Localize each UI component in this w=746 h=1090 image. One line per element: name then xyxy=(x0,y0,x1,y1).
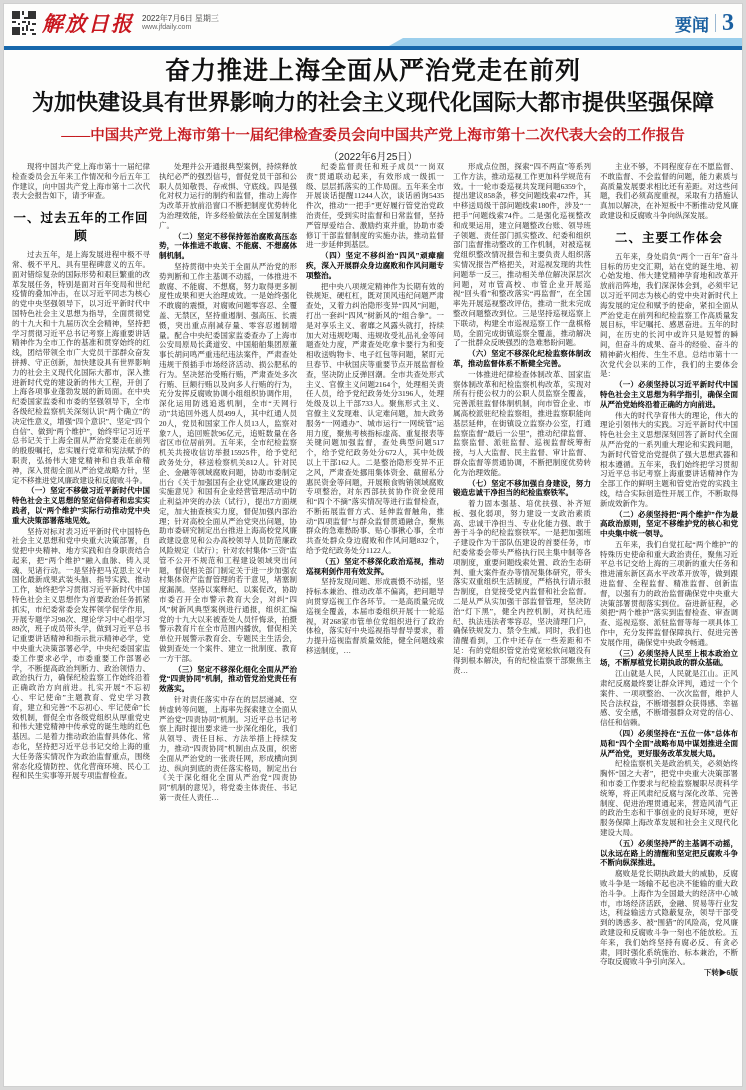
headline-subtitle: ——中国共产党上海市第十一届纪律检查委员会向中国共产党上海市第十二次代表大会的工作报告 xyxy=(61,127,685,144)
text-column-5 xyxy=(600,162,738,1056)
text-column-2 xyxy=(159,162,297,1056)
body-paragraph: 着力固本强基、培优扶强、补齐短板、强化弱项，努力建设一支政治素质高、忠诚干净担当、专业化能力强、敢于善于斗争的纪检监察铁军。一是把加强班子建设作为干部队伍建设的首要任务，市纪委常委会带头严格执行民主集中制等各项制度，重要问题线索处置、政治生态研判、重大案件查办等情况集体研究，带头落实双重组织生活制度，严格执行请示报告制度，自觉接受党内监督和社会监督。二是从严从实加强干部监督管理，坚决防治“灯下黑”，健全内控机制，对执纪违纪、执法违法者零容忍，坚决清理门户，确保铁规发力、禁令生威。同时，我们也清醒看到，工作中还存在一些差距和不足：有的党组织管党治党宽松软问题没有得到根本解决，有的纪检监察干部聚焦主责… xyxy=(453,499,591,675)
section-heading: 一、过去五年的工作回顾 xyxy=(13,211,149,244)
qr-code-icon xyxy=(12,11,36,35)
body-paragraph: 坚持贯彻中央关于全面从严治党的形势判断和工作主基调不动摇，一体推进不敢腐、不能腐、不想腐，努力取得更多制度性成果和更大治理成效。一是始终强化不敢腐的震慑，对腐败问题零容忍、全覆盖、无禁区，坚持重遏制、强高压、长震慑，突出重点削减存量、零容忍遏制增量。配合中央纪委国家监委查办了上海市公安局原局长龚道安、中国船舶集团原董事长胡问鸣严重违纪违法案件，严肃查处违规干预插手市场经济活动、损公肥私的行为。坚决惩治受贿行贿，严肃查处多次行贿、巨额行贿以及向多人行贿的行为，充分发挥反腐败协调小组组织协调作用，深化运用防逃追逃机制，全市“天网行动”共追回外逃人员499人，其中红通人员20人，党员和国家工作人员13人，监察对象7人，追回赃款96亿元，追赃数量在各省区市位居前列。五年来，全市纪检监察机关共接收信访举报15925件，给予党纪政务处分，移送检察机关812人。针对民企、金融等领域腐败问题，协助市委制定出台《关于加强国有企业党风廉政建设的实施意见》和国有企业经营管理活动中防止利益冲突的办法（试行），提出7方面规定，加大抽查核实力度，督促加强内部治理；针对高校全面从严治党突出问题，协助市委研究制定出台推进上海高校党风廉政建设意见和公办高校领导人员防范廉政风险规定（试行）；针对农村集体“三资”监管不公开不规范和工程建设领域突出问题，督促相关部门制定关于进一步加强农村集体资产监督管理的若干意见，堵塞制度漏洞。坚持以案释纪、以案促改，协助市委召开全市警示教育大会，对纠“四风”树新风典型案例进行通报，组织汇编党的十九大以来被查处人员忏悔录，拍摄警示教育片在全市范围内播放，督促相关单位开展警示教育会、专题民主生活会，做到查处一个案件、建立一批制度、教育一方干部。 xyxy=(159,261,297,663)
body-paragraph: 一体推进纪律检查体制改革、国家监察体制改革和纪检监察机构改革，实现对所有行使公权力的公职人员监察全覆盖，完善派驻监督体制机制，向市管企业、市属高校派驻纪检监察组，推进监察职能向基层延伸，在街镇设立监察办公室，打通监察监督“最后一公里”，推动纪律监督、监察监督、派驻监督、巡视监督统筹衔接，与人大监督、民主监督、审计监督、群众监督等贯通协调，不断把制度优势转化为治理效能。 xyxy=(453,369,591,477)
newspaper-page xyxy=(4,4,742,1086)
body-paragraph: 针对责任落实中存在的层层递减、空转虚转等问题，上海率先探索建立全面从严治党“四责协同”机制。习近平总书记考察上海时提出要求进一步深化细化，我们从领导、责任目标、方法举措上持续发力，推动“四责协同”机制由点及面，织密全面从严治党的一张责任网，形成横向到边、纵向到底的责任落实格局，制定出台《关于深化细化全面从严治党“四责协同”机制的意见》，将党委主体责任、书记第一责任人责任… xyxy=(159,695,297,802)
section-divider xyxy=(715,14,716,32)
text-column-3 xyxy=(306,162,444,1056)
text-column-1 xyxy=(12,162,150,1056)
body-paragraph: 坚持发现问题、形成震慑不动摇，坚持标本兼治、推动改革不偏离，把问题导向贯穿巡视工作各环节。一是高质量完成巡视全覆盖，本届市委组织开展十一轮巡视，对268家市管单位党组织进行了政治体检，落实好中央巡视指导督导要求，着力提升巡视监督质量效能，健全问题线索移送制度，… xyxy=(306,577,444,656)
body-paragraph: 把中央八项规定精神作为长期有效的铁规矩、硬杠杠，既对顶风违纪问题严肃查处，又着力纠治隐形变异“四风”问题，打出一套纠“四风”树新风的“组合拳”。一是对享乐主义、奢靡之风露头就打，持续加大对违规吃喝、违规收受礼品礼金等问题查处力度，严肃查处吃拿卡要行为和变相收送购物卡、电子红包等问题，紧盯元旦春节、中秋国庆等重要节点开展监督检查，坚决防止反弹回潮。全市共查处形式主义、官僚主义问题2164个，处理相关责任人员，给予党纪政务处分3196人，处理处级及以上干部733人。聚焦形式主义、官僚主义发现难、认定难问题，加大政务服务“一网通办”、城市运行“一网统管”运用力度，聚焦考核指标虚高、重复报表等关键问题加强监督，查处典型问题517个，给予党纪政务处分672人，其中处级以上干部162人。二是整治隐形变异不正之风，严肃查处挪用集体资金、截留私分惠民资金等问题，开展粮食购销领域腐败专项整治，对东西部扶贫协作资金使用和“四个不摘”落实情况等进行监督检查，不断拓展监督方式、延伸监督触角，推动“四项监督”与群众监督贯通融合，聚焦群众的急难愁盼事、贴心事揪心事，全市共查处群众身边腐败和作风问题832个，给予党纪政务处分1122人。 xyxy=(306,281,444,556)
report-dateline: （2022年6月25日） xyxy=(328,151,418,163)
subsection-heading: （一）必须坚持以习近平新时代中国特色社会主义思想为科学指引，确保全面从严治党始终沿着正确的方向前进。 xyxy=(600,380,738,409)
subsection-heading: （三）坚定不移深化细化全面从严治党“四责协同”机制，推动管党治党责任有效落实。 xyxy=(159,664,297,694)
body-paragraph: 腐败是党长期执政最大的威胁，反腐败斗争是一场输不起也决不能输的重大政治斗争。上海作为全国最大的经济中心城市，市场经济活跃，金融、贸易等行业发达，利益输送方式隐蔽复杂，领导干部受到的诱惑多、被“围猎”的风险高，党风廉政建设和反腐败斗争一刻也不能放松。五年来，我们始终坚持有腐必反、有贪必肃，同时强化系统施治、标本兼治，不断夺取反腐败斗争引向深入。 xyxy=(600,869,738,967)
subsection-heading: （五）必须坚持严的主基调不动摇，以永远在路上的清醒和坚定把反腐败斗争不断向纵深推进。 xyxy=(600,838,738,868)
body-paragraph: 处理并公开通报典型案例，持续释放执纪必严的强烈信号，督促党员干部和公职人员知敬畏、存戒惧、守底线。四是强化对权力运行的制约和监督，推动上海作为改革开放前沿窗口不断把制度优势转化为治理效能，许多经验做法在全国复制推广。 xyxy=(159,162,297,230)
subsection-heading: （三）必须坚持人民至上根本政治立场，不断厚植党长期执政的群众基础。 xyxy=(600,648,738,668)
masthead xyxy=(12,10,734,36)
subsection-heading: （五）坚定不移深化政治巡视，推动巡视利剑作用有效发挥。 xyxy=(306,556,444,576)
subsection-heading: （七）坚定不移加强自身建设，努力锻造忠诚干净担当的纪检监察铁军。 xyxy=(453,478,591,498)
body-paragraph: 现将中国共产党上海市第十一届纪律检查委员会五年来工作情况和今后五年工作建议，向中国共产党上海市第十二次代表大会报告如下，请予审查。 xyxy=(12,162,150,201)
header-band-light xyxy=(389,38,742,46)
text-column-4 xyxy=(453,162,591,1056)
subsection-heading: （四）必须坚持在“五位一体”总体布局和“四个全面”战略布局中谋划推进全面从严治党，更好服务改革发展大局。 xyxy=(600,729,738,758)
page-number: 3 xyxy=(722,10,734,36)
section-indicator xyxy=(675,11,734,36)
continuation-note: 下转▶6版 xyxy=(703,968,738,978)
body-paragraph: 江山就是人民，人民就是江山。正风肃纪反腐最终要让群众评判，通过一个个案件、一项项整治、一次次监督，维护人民合法权益，不断增强群众获得感、幸福感、安全感，不断增强群众对党的信心、信任和信赖。 xyxy=(600,669,738,728)
body-paragraph: 五年来，身处肩负“两个一百年”奋斗目标的历史交汇期，站在党的诞生地、初心始发地、伟大建党精神孕育地和改革开放前沿阵地，我们深深体会到，必须牢记以习近平同志为核心的党中央对新时代上海发展的定位和赋予的使命，紧扣全面从严治党走在前列和纪检监察工作高质量发展目标，牢记嘱托、感恩奋进。五年的时间，在历史的长河中或许只是短暂的瞬间，但奋斗的成果、奋斗的经验、奋斗的精神薪火相传、生生不息。总结市第十一次党代会以来的工作，我们的主要体会是： xyxy=(600,251,738,379)
headline-line2: 为加快建设具有世界影响力的社会主义现代化国际大都市提供坚强保障 xyxy=(31,90,714,115)
subsection-heading: （二）必须坚持把“两个维护”作为最高政治原则，坚定不移维护党的核心和党中央集中统一领导。 xyxy=(600,509,738,539)
header-band-rule xyxy=(4,46,742,50)
body-paragraph: 五年来，我们自觉扛起“两个维护”的特殊历史使命和重大政治责任，聚焦习近平总书记交给上海的三项新的重大任务和推进浦东新区高水平改革开放等，做到跟进监督、全程监督、精准监督、创新监督，以强有力的政治监督确保党中央重大决策部署贯彻落实到位。奋进新征程，必须把“两个维护”落实到监督检查、审查调查、巡视巡察、派驻监督等每一项具体工作中，充分发挥监督保障执行、促进完善发展作用，确保党中央政令畅通。 xyxy=(600,539,738,647)
section-heading: 二、主要工作体会 xyxy=(614,230,723,245)
body-paragraph: 主业不够，不同程度存在不愿监督、不敢监督、不会监督的问题，能力素质与高质量发展要求相比还有差距。对这些问题，我们必须高度重视，采取有力措施认真加以解决，在补短板中不断推动党风廉政建设和反腐败斗争向纵深发展。 xyxy=(600,162,738,220)
publication-date: 2022年7月6日 星期三 xyxy=(142,13,219,23)
subsection-heading: （二）坚定不移保持惩治腐败高压态势，一体推进不敢腐、不能腐、不想腐体制机制。 xyxy=(159,231,297,261)
body-paragraph: 伟大的时代孕育伟大的理论，伟大的理论引领伟大的实践。习近平新时代中国特色社会主义思想深刻回答了新时代全面从严治党的一系列重大理论和实践问题，为新时代管党治党提供了强大思想武器和根本遵循。五年来，我们始终把学习贯彻习近平总书记考察上海重要讲话精神作为全部工作的鲜明主题和管党治党的实践主线，结合实际创造性开展工作，不断取得新成效新作为。 xyxy=(600,410,738,508)
body-paragraph: 纪检监察机关是政治机关，必须始终胸怀“国之大者”，把党中央重大决策部署和市委工作要求与纪检监察履职尽责科学统筹，将正风肃纪反腐与深化改革、完善制度、促进治理贯通起来，营造风清气正的政治生态和干事创业的良好环境，更好服务保障上海改革发展和社会主义现代化建设大局。 xyxy=(600,759,738,837)
body-paragraph: 坚持对标对表习近平新时代中国特色社会主义思想和党中央重大决策部署，自觉把中央精神、地方实践和自身职责结合起来，把“两个维护”融入血脉、铸入灵魂、见诸行动。一是坚持把马克思主义中国化最新成果武装头脑、指导实践、推动工作，始终把学习贯彻习近平新时代中国特色社会主义思想作为首要政治任务抓紧抓实，市纪委常委会发挥领学促学作用，开展专题学习98次、理论学习中心组学习89次，班子成员带头学，做到习近平总书记重要讲话精神和指示批示精神必学，党中央重大决策部署必学，中央纪委国家监委工作要求必学，市委重要工作部署必学，不断提高政治判断力、政治领悟力、政治执行力，确保纪检监察工作始终沿着正确政治方向前进。扎实开展“不忘初心、牢记使命”主题教育、党史学习教育，建立和完善“不忘初心、牢记使命”长效机制，督促全市各级党组织从厚重党史和伟大建党精神中传承党的诞生地的红色基因。二是着力推动政治监督具体化、常态化，坚持把习近平总书记交给上海的重大任务落实情况作为政治监督重点，围绕常态化疫情防控、优化营商环境、民心工程和民生实事等开展专项监督检查。 xyxy=(12,526,150,781)
section-name: 要闻 xyxy=(675,15,709,35)
header-band xyxy=(4,38,742,51)
headline-block xyxy=(14,56,732,163)
body-paragraph: 过去五年，是上海发展进程中极不寻常、极不平凡、具有里程碑意义的五年。面对错综复杂的国际形势和艰巨繁重的改革发展任务，特别是面对百年变局和世纪疫情的叠加冲击，在以习近平同志为核心的党中央坚强领导下，以习近平新时代中国特色社会主义思想为指导，全面贯彻党的十九大和十九届历次全会精神，坚持把学习贯彻习近平总书记考察上海重要讲话精神作为全市工作的基准和贯穿始终的红线，团结带领全市广大党员干部群众奋发拼搏、守正创新，加快建设具有世界影响力的社会主义现代化国际大都市，深入推进新时代党的建设新的伟大工程，开创了上海各项事业蓬勃发展的新局面。在中央纪委国家监委和市委的坚强领导下，全市各级纪检监察机关深刻认识“两个确立”的决定性意义，增强“四个意识”、坚定“四个自信”、做到“两个维护”，始终牢记习近平总书记关于上海全面从严治党要走在前列的殷殷嘱托，忠实履行党章和宪法赋予的职责，弘扬伟大建党精神和自我革命精神，深入贯彻全面从严治党战略方针，坚定不移推进党风廉政建设和反腐败斗争。 xyxy=(12,250,150,485)
body-paragraph: 纪委监督责任和班子成员“一岗双责”贯通联动起来，有效形成一级抓一级、层层抓落实的工作局面。五年来全市开展谈话提醒11244人次，谈话函询5435件次，推动“一把手”更好履行管党治党政治责任，受到实时监督和日常监督，坚持严管厚爱结合、激励约束并重，协助市委修订干部监督制度的实施办法，推动监督进一步延伸到基层。 xyxy=(306,162,444,250)
subsection-heading: （一）坚定不移做习近平新时代中国特色社会主义思想的坚定信仰者和忠实实践者，以“两个维护”实际行动推动党中央重大决策部署落地见效。 xyxy=(12,486,150,525)
body-paragraph: 形成点位图，探索“四不两直”等系列工作方法，推动巡视工作更加科学规范有效。十一轮市委巡视共发现问题6359个，提出建议858条，移交问题线索472件，其中移送局级干部问题线索180件，涉及“一把手”问题线索74件。二是强化巡视整改和成果运用，建立问题整改台账、领导班子领题、责任部门抓实整改、纪委和组织部门监督推动整改的工作机制，对被巡视党组织整改情况报告和主要负责人组织落实情况报告严格把关，对巡视发现的共性问题举一反三，推动相关单位解决深层次问题，对市管高校、市管企业开展巡视“回头看”和整改落实“再监督”，在全国率先开展巡视整改评估，推动一批未完成整改问题整改到位。三是坚持巡视巡察上下联动，构建全市巡视巡察工作一盘棋格局，全面完成街镇巡察全覆盖，推动解决了一批群众反映强烈的急难愁盼问题。 xyxy=(453,162,591,348)
headline-line1: 奋力推进上海全面从严治党走在前列 xyxy=(164,57,581,85)
paper-logo: 解放日报 xyxy=(42,12,134,36)
subsection-heading: （六）坚定不移深化纪检监察体制改革，推动监督体系不断健全完善。 xyxy=(453,349,591,368)
subsection-heading: （四）坚定不移纠治“四风”顽瘴痼疾，深入开展群众身边腐败和作风问题专项整治。 xyxy=(306,251,444,280)
article-columns xyxy=(12,162,738,1056)
masthead-dateline xyxy=(142,14,219,33)
website-url: www.jfdaily.com xyxy=(142,23,192,31)
